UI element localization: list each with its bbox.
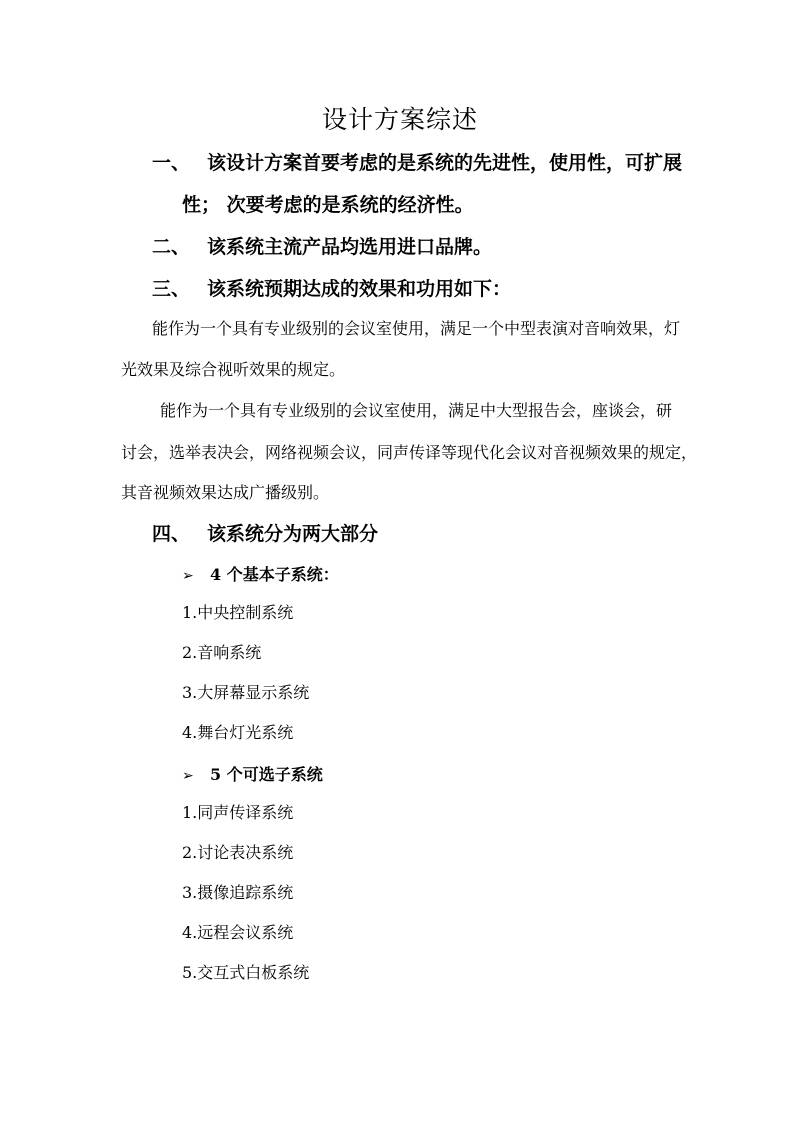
section-4-number: 四、	[152, 523, 191, 545]
section-1-number: 一、	[152, 152, 191, 174]
list-item: 3.摄像追踪系统	[182, 883, 294, 902]
list-item: 5.交互式白板系统	[182, 963, 310, 982]
section-3-text: 该系统预期达成的效果和功用如下：	[207, 278, 512, 300]
group-1-heading-row	[182, 562, 339, 585]
arrow-bullet-icon: ➢	[182, 568, 194, 584]
section-1-text-line2: 性； 次要考虑的是系统的经济性。	[182, 194, 474, 216]
list-item: 2.讨论表决系统	[182, 843, 294, 862]
section-4-text: 该系统分为两大部分	[207, 523, 379, 545]
paragraph-2-line-3: 其音视频效果达成广播级别。	[121, 483, 330, 502]
section-2-text: 该系统主流产品均选用进口品牌。	[207, 236, 493, 258]
paragraph-2-line-2: 讨会，选举表决会，网络视频会议，同声传译等现代化会议对音视频效果的规定，	[121, 443, 698, 462]
section-1-text-line1: 该设计方案首要考虑的是系统的先进性，使用性，可扩展	[207, 152, 683, 174]
group-2-heading: 5 个可选子系统	[210, 765, 323, 784]
list-item: 2.音响系统	[182, 643, 262, 662]
paragraph-1-line-1: 能作为一个具有专业级别的会议室使用，满足一个中型表演对音响效果，灯	[152, 319, 681, 338]
group-2-heading-row	[182, 762, 323, 785]
list-item: 3.大屏幕显示系统	[182, 683, 310, 702]
paragraph-1-line-2: 光效果及综合视听效果的规定。	[121, 360, 346, 379]
list-item: 4.远程会议系统	[182, 923, 294, 942]
section-2-number: 二、	[152, 236, 191, 258]
list-item: 4.舞台灯光系统	[182, 723, 294, 742]
list-item: 1.中央控制系统	[182, 603, 294, 622]
page-title: 设计方案综述	[321, 105, 478, 134]
arrow-bullet-icon: ➢	[182, 768, 194, 784]
paragraph-2-line-1: 能作为一个具有专业级别的会议室使用，满足中大型报告会，座谈会，研	[160, 401, 673, 420]
list-item: 1.同声传译系统	[182, 803, 294, 822]
group-1-heading: 4 个基本子系统：	[210, 565, 339, 584]
section-3-number: 三、	[152, 278, 191, 300]
